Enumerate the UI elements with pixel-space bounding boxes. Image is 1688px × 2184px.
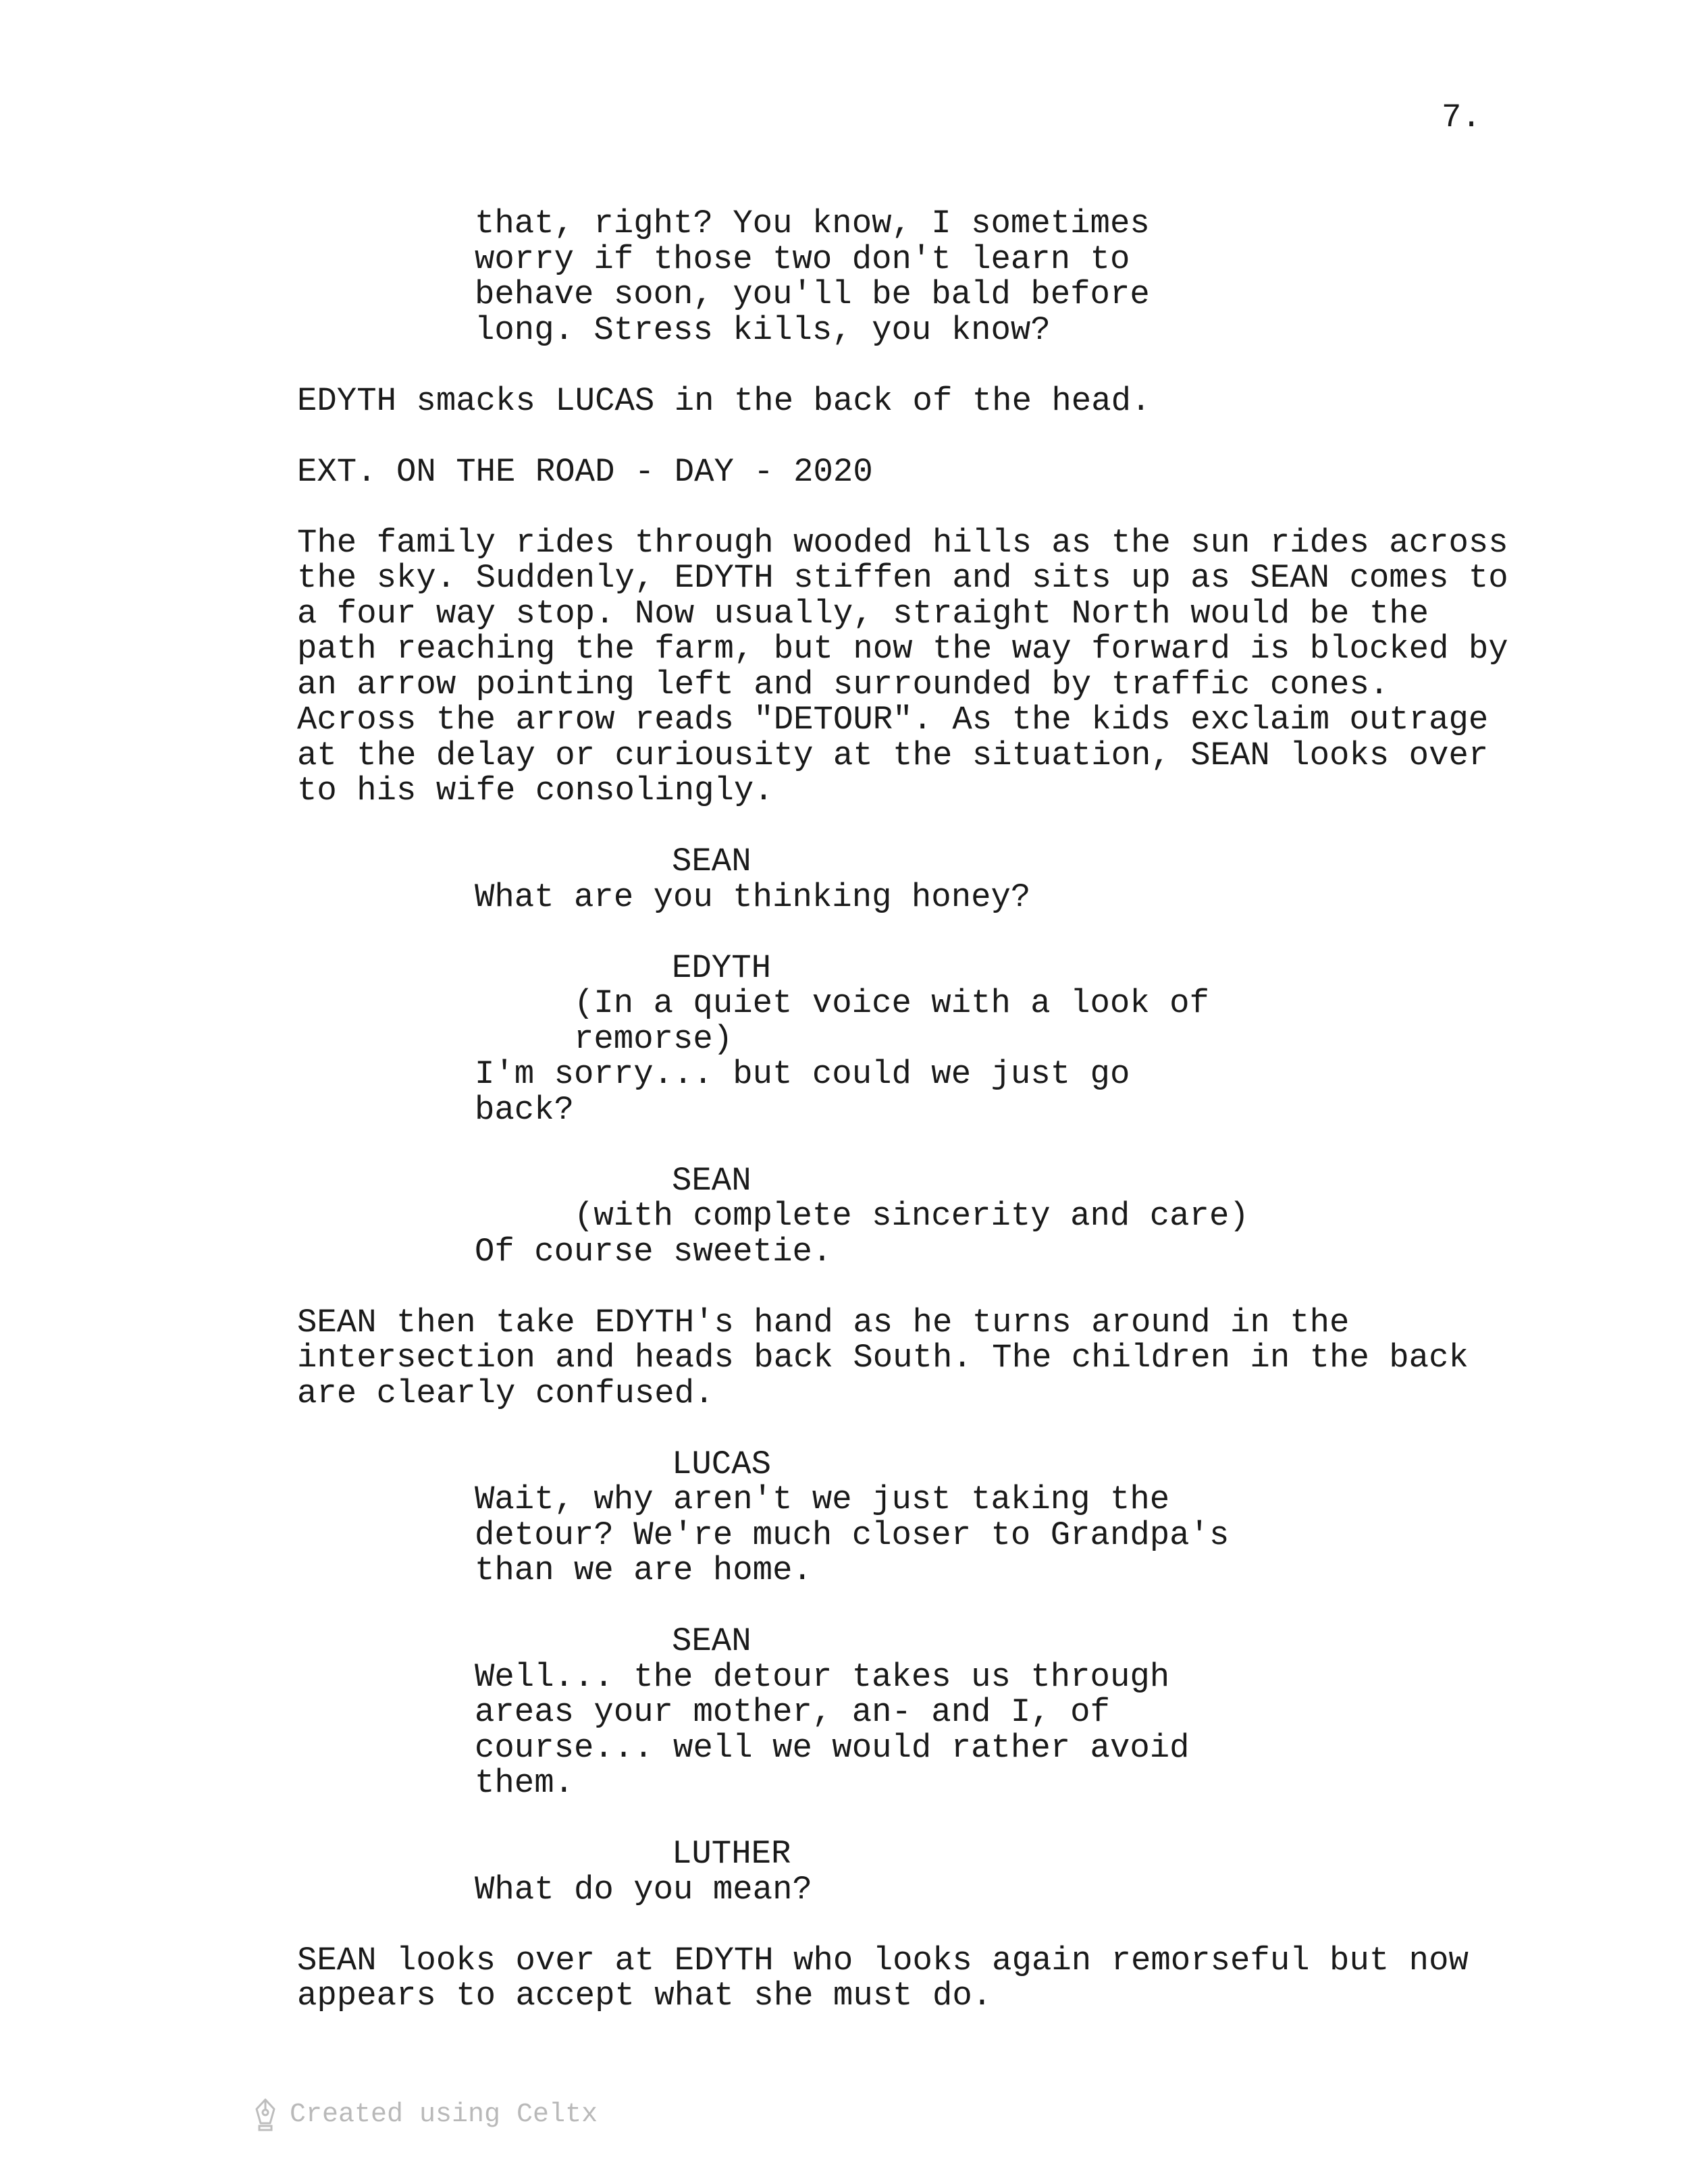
action-line: to his wife consolingly. <box>297 772 774 809</box>
dialogue-line: detour? We're much closer to Grandpa's <box>475 1516 1230 1554</box>
character-name: EDYTH <box>672 949 772 987</box>
action-line: appears to accept what she must do. <box>297 1977 993 2015</box>
celtx-pen-icon <box>253 2098 278 2133</box>
dialogue-line: Well... the detour takes us through <box>475 1657 1170 1696</box>
dialogue-line: them. <box>475 1764 575 1802</box>
dialogue-continued <box>297 206 1512 348</box>
dialogue-line: that, right? You know, I sometimes <box>475 205 1150 242</box>
dialogue-line: back? <box>475 1090 575 1129</box>
footer <box>253 2098 598 2133</box>
action-block <box>297 1943 1512 2014</box>
parenthetical-line: remorse) <box>574 1019 733 1058</box>
action-line: Across the arrow reads "DETOUR". As the kids exclaim outrage <box>297 701 1489 739</box>
dialogue-line: long. Stress kills, you know? <box>475 311 1051 349</box>
dialogue-block <box>297 951 1512 1128</box>
dialogue-block <box>297 1624 1512 1801</box>
script-content <box>297 206 1512 2014</box>
character-name: LUTHER <box>672 1835 791 1873</box>
dialogue-line: What do you mean? <box>475 1870 812 1909</box>
action-line: path reaching the farm, but now the way forward is blocked by <box>297 630 1508 668</box>
character-name: SEAN <box>672 1622 751 1660</box>
action-line: intersection and heads back South. The children in the back <box>297 1339 1469 1377</box>
dialogue-line: areas your mother, an- and I, of <box>475 1693 1110 1731</box>
character-name: LUCAS <box>672 1445 772 1483</box>
action-line: an arrow pointing left and surrounded by traffic cones. <box>297 665 1390 703</box>
dialogue-block <box>297 844 1512 915</box>
action-block <box>297 525 1512 809</box>
dialogue-line: course... well we would rather avoid <box>475 1728 1190 1767</box>
action-line: EDYTH smacks LUCAS in the back of the head. <box>297 381 1151 420</box>
action-line: The family rides through wooded hills as the sun rides across <box>297 523 1508 562</box>
dialogue-line: behave soon, you'll be bald before <box>475 275 1150 313</box>
footer-text: Created using Celtx <box>290 2100 598 2130</box>
dialogue-block <box>297 1163 1512 1270</box>
page-number: 7. <box>1442 99 1481 136</box>
dialogue-block <box>297 1836 1512 1907</box>
dialogue-block <box>297 1447 1512 1589</box>
dialogue-line: than we are home. <box>475 1551 812 1589</box>
dialogue-line: What are you thinking honey? <box>475 878 1031 916</box>
dialogue-line: I'm sorry... but could we just go <box>475 1055 1130 1093</box>
scene-heading <box>297 454 1512 490</box>
action-line: the sky. Suddenly, EDYTH stiffen and sits up as SEAN comes to <box>297 559 1508 597</box>
action-line: are clearly confused. <box>297 1374 714 1412</box>
action-line: SEAN looks over at EDYTH who looks again remorseful but now <box>297 1941 1469 1979</box>
action-line: a four way stop. Now usually, straight North would be the <box>297 594 1429 633</box>
dialogue-line: Wait, why aren't we just taking the <box>475 1481 1170 1518</box>
action-line: SEAN then take EDYTH's hand as he turns around in the <box>297 1303 1350 1341</box>
parenthetical-line: (In a quiet voice with a look of <box>574 984 1209 1022</box>
parenthetical-line: (with complete sincerity and care) <box>574 1197 1249 1235</box>
action-block <box>297 1305 1512 1412</box>
action-block <box>297 383 1512 419</box>
scene-heading-line: EXT. ON THE ROAD - DAY - 2020 <box>297 452 873 491</box>
character-name: SEAN <box>672 843 751 880</box>
character-name: SEAN <box>672 1161 751 1200</box>
dialogue-line: Of course sweetie. <box>475 1232 833 1271</box>
action-line: at the delay or curiousity at the situation, SEAN looks over <box>297 736 1489 774</box>
dialogue-line: worry if those two don't learn to <box>475 240 1130 278</box>
